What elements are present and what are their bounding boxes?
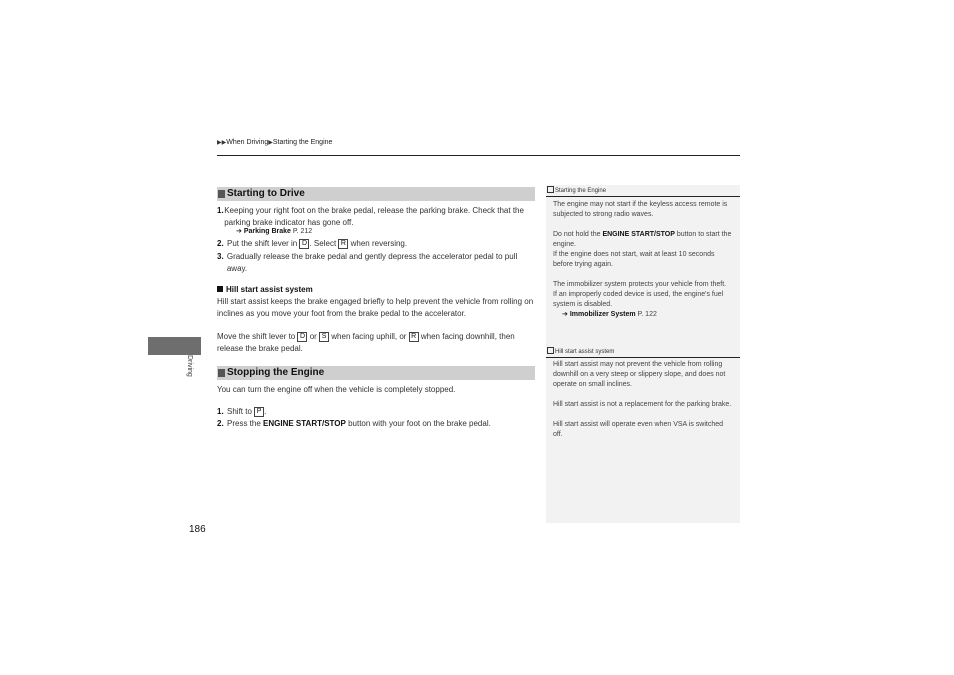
reference-label[interactable]: Parking Brake [243, 228, 291, 235]
shift-key-s: S [319, 332, 329, 342]
note-paragraph: If an improperly coded device is used, the engine's fuel system is disabled. [553, 291, 724, 308]
page-number: 186 [189, 524, 206, 535]
note-paragraph: Hill start assist is not a replacement for the parking brake. [553, 401, 732, 408]
shift-key-d: D [297, 332, 307, 342]
subheading-hill-start-assist [217, 285, 313, 294]
step-text: Gradually release the brake pedal and gently depress the accelerator pedal to pull away. [226, 252, 518, 273]
step-text: button with your foot on the brake pedal. [345, 419, 491, 428]
step-2 [217, 238, 535, 250]
note-title [546, 186, 740, 194]
step-text: Shift to [227, 407, 255, 416]
shift-instruction [217, 331, 535, 354]
step-text: Keeping your right foot on the brake pedal, release the parking brake. Check that the parking brake indicator has gone off. [224, 206, 524, 227]
shift-key-r: R [338, 239, 348, 249]
chapter-label: Driving [186, 355, 193, 377]
chapter-tab [148, 337, 201, 355]
heading-square-icon [218, 369, 225, 377]
text: or [307, 332, 320, 341]
step-text: Press the [227, 419, 264, 428]
hill-start-description: Hill start assist keeps the brake engaged briefly to help prevent the vehicle from rolling on inclines as you move your foot from the brake pedal to the accelerator. [217, 297, 534, 318]
note-title-text: Starting the Engine [555, 188, 607, 194]
breadcrumb-topic[interactable]: Starting the Engine [272, 139, 333, 146]
text: Do not hold the [553, 231, 603, 238]
section-title: Starting to Drive [227, 188, 305, 199]
stopping-intro: You can turn the engine off when the vehicle is completely stopped. [217, 385, 456, 394]
stop-step-2 [217, 418, 535, 430]
section-heading-stopping-the-engine [217, 366, 535, 380]
note-marker-icon [547, 186, 554, 193]
reference-arrow-icon: ➔ [562, 311, 568, 318]
text: when facing downhill, then release the brake pedal. [217, 332, 515, 353]
note-body [546, 358, 740, 440]
step-text: . [264, 407, 267, 416]
text: when facing uphill, or [329, 332, 409, 341]
step-number: 1. [217, 206, 224, 215]
step-3 [217, 251, 535, 274]
step-number: 3. [217, 252, 224, 261]
note-body [546, 197, 740, 320]
text: Move the shift lever to [217, 332, 298, 341]
heading-square-icon [218, 190, 225, 198]
shift-key-p: P [254, 407, 264, 417]
step-text: Put the shift lever in [227, 239, 300, 248]
note-paragraph: Hill start assist will operate even when VSA is switched off. [553, 421, 724, 438]
cross-reference-parking-brake[interactable] [236, 227, 312, 235]
note-paragraph: The immobilizer system protects your vehicle from theft. [553, 281, 727, 288]
breadcrumb [217, 139, 332, 146]
note-paragraph: The engine may not start if the keyless access remote is subjected to strong radio waves. [553, 201, 728, 218]
note-paragraph: If the engine does not start, wait at least 10 seconds before trying again. [553, 251, 715, 268]
note-hill-start-assist [546, 347, 740, 440]
step-number: 2. [217, 239, 224, 248]
shift-key-d: D [299, 239, 309, 249]
reference-label[interactable]: Immobilizer System [569, 311, 636, 318]
section-title: Stopping the Engine [227, 367, 325, 378]
bold-text: ENGINE START/STOP [602, 231, 675, 238]
note-paragraph: Hill start assist may not prevent the vehicle from rolling downhill on a very steep or slippery slope, and does not operate on small inclines. [553, 361, 726, 388]
step-number: 2. [217, 419, 224, 428]
reference-page: P. 212 [290, 228, 313, 235]
reference-arrow-icon: ➔ [236, 228, 242, 235]
cross-reference-immobilizer[interactable] [553, 310, 733, 320]
stop-step-1 [217, 406, 535, 418]
step-text: when reversing. [348, 239, 408, 248]
step-bold-text: ENGINE START/STOP [263, 419, 346, 428]
header-rule [217, 155, 740, 156]
subheading-text: Hill start assist system [226, 285, 313, 294]
shift-key-r: R [409, 332, 419, 342]
breadcrumb-section[interactable]: When Driving [226, 139, 269, 146]
note-title-text: Hill start assist system [555, 349, 615, 355]
text: button to start the engine. [553, 231, 732, 248]
reference-page: P. 122 [635, 311, 657, 318]
note-marker-icon [547, 347, 554, 354]
note-paragraph [553, 230, 733, 250]
section-heading-starting-to-drive [217, 187, 535, 201]
subheading-square-icon [217, 286, 223, 292]
step-1 [217, 205, 535, 228]
breadcrumb-arrows-icon: ▶▶ [217, 140, 227, 146]
breadcrumb-separator-icon: ▶ [268, 140, 273, 146]
note-starting-the-engine [546, 186, 740, 320]
step-text: . Select [309, 239, 339, 248]
note-title [546, 347, 740, 355]
step-number: 1. [217, 407, 224, 416]
